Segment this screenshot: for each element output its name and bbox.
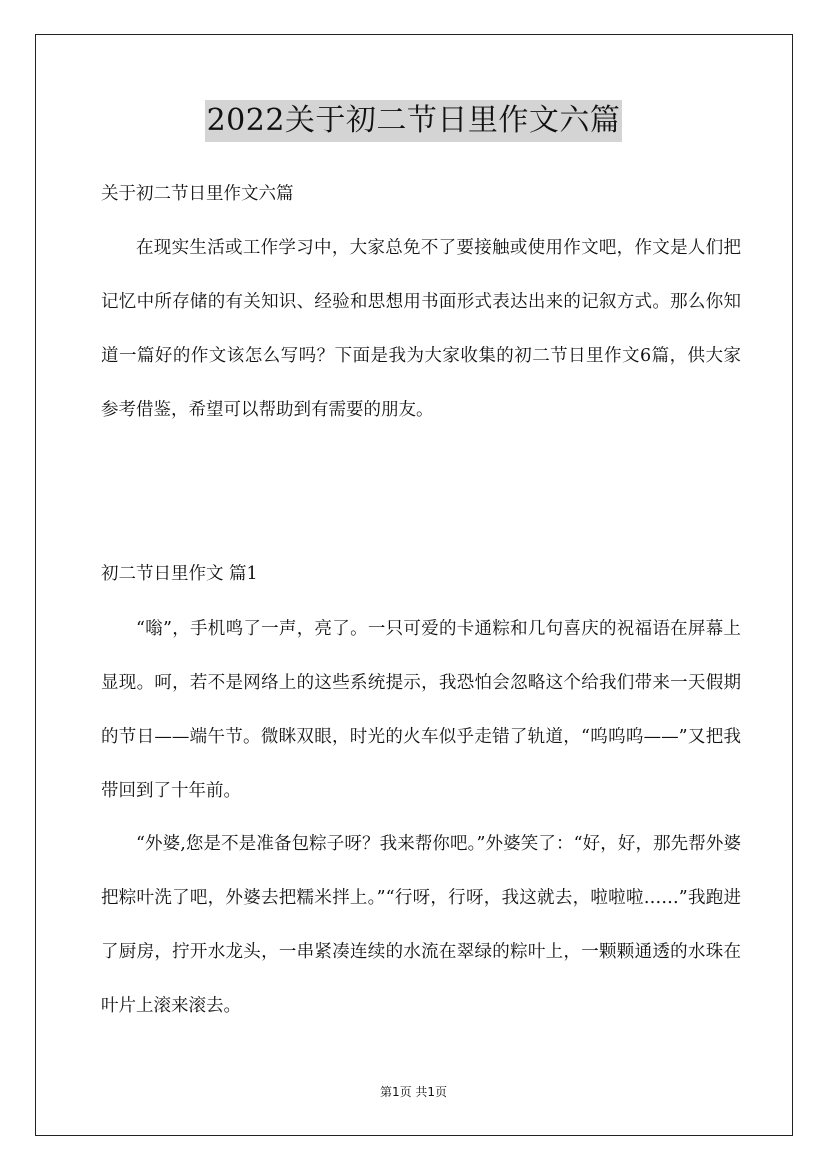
document-title: 2022关于初二节日里作文六篇 (205, 100, 623, 142)
body-paragraph-2: “外婆,您是不是准备包粽子呀？我来帮你吧。”外婆笑了：“好，好，那先帮外婆把粽叶洗了吧，外婆去把糯米拌上。”“行呀，行呀，我这就去，啦啦啦……”我跑进了厨房，拧开水龙头，一串紧凑连续的水流在翠绿的粽叶上，一颗颗通透的水珠在叶片上滚来滚去。 (101, 834, 741, 1016)
body-paragraph-1: “嗡”，手机鸣了一声，亮了。一只可爱的卡通粽和几句喜庆的祝福语在屏幕上显现。呵，若不是网络上的这些系统提示，我恐怕会忽略这个给我们带来一天假期的节日——端午节。微眯双眼，时光的火车似乎走错了轨道，“呜呜呜——”又把我带回到了十年前。 (101, 619, 741, 801)
document-subtitle: 关于初二节日里作文六篇 (101, 184, 294, 204)
intro-paragraph: 在现实生活或工作学习中，大家总免不了要接触或使用作文吧，作文是人们把记忆中所存储的有关知识、经验和思想用书面形式表达出来的记叙方式。那么你知道一篇好的作文该怎么写吗？下面是我为大家收集的初二节日里作文6篇，供大家参考借鉴，希望可以帮助到有需要的朋友。 (101, 238, 741, 420)
title-container (0, 100, 827, 142)
page-footer: 第1页 共1页 (379, 1085, 448, 1099)
section-heading: 初二节日里作文 篇1 (101, 564, 258, 584)
